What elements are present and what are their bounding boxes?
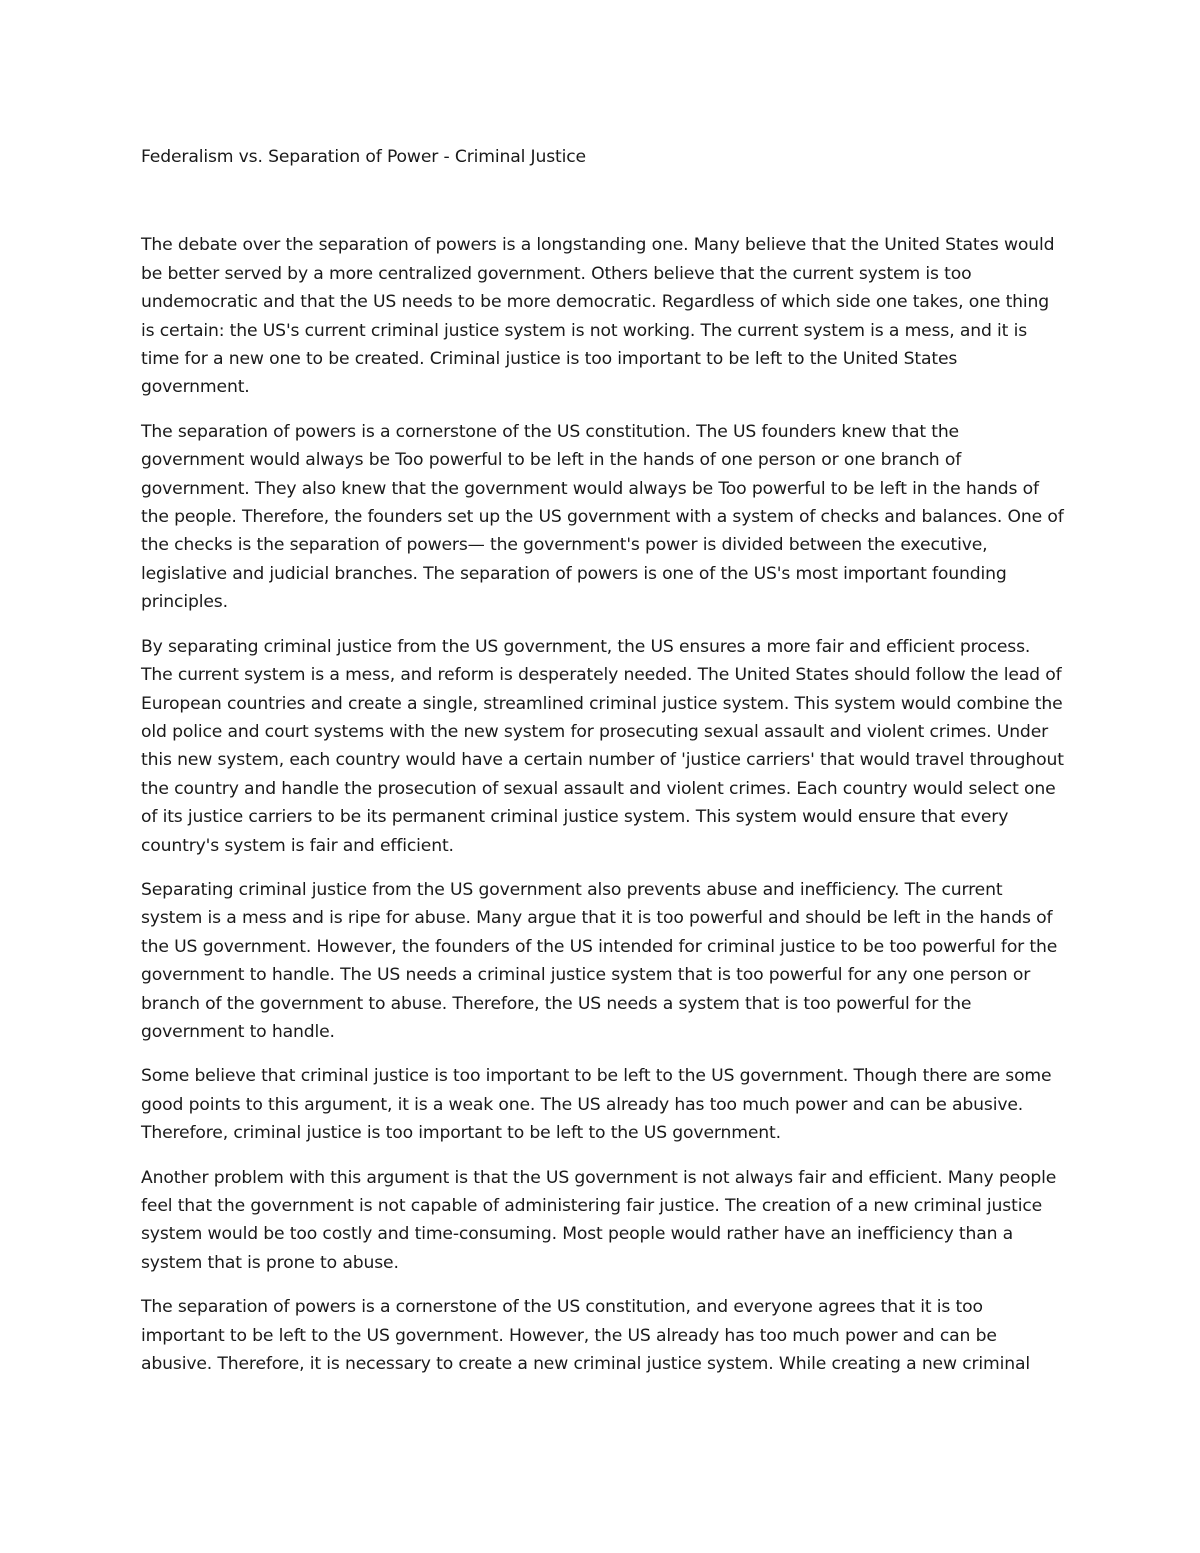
document-title: Federalism vs. Separation of Power - Criminal Justice: [141, 147, 586, 167]
paragraph: By separating criminal justice from the US government, the US ensures a more fair and efficient process. The current system is a mess, and reform is desperately needed. The United States should follow the lead of European countries and create a single, streamlined criminal justice system. This system would combine the old police and court systems with the new system for prosecuting sexual assault and violent crimes. Under this new system, each country would have a certain number of 'justice carriers' that would travel throughout the country and handle the prosecution of sexual assault and violent crimes. Each country would select one of its justice carriers to be its permanent criminal justice system. This system would ensure that every country's system is fair and efficient.: [141, 636, 1064, 856]
paragraph: Separating criminal justice from the US government also prevents abuse and inefficiency. The current system is a mess and is ripe for abuse. Many argue that it is too powerful and should be left in the hands of the US government. However, the founders of the US intended for criminal justice to be too powerful for the government to handle. The US needs a criminal justice system that is too powerful for any one person or branch of the government to abuse. Therefore, the US needs a system that is too powerful for the government to handle.: [141, 879, 1058, 1042]
paragraph: The separation of powers is a cornerstone of the US constitution, and everyone agrees that it is too important to be left to the US government. However, the US already has too much power and can be abusive. Therefore, it is necessary to create a new criminal justice system. While creating a new criminal: [141, 1297, 1031, 1375]
document-body: [141, 143, 1066, 1394]
paragraph: Some believe that criminal justice is too important to be left to the US government. Though there are some good points to this argument, it is a weak one. The US already has too much power and can be abusive. Therefore, criminal justice is too important to be left to the US government.: [141, 1066, 1052, 1144]
paragraph: The debate over the separation of powers is a longstanding one. Many believe that the United States would be better served by a more centralized government. Others believe that the current system is too undemocratic and that the US needs to be more democratic. Regardless of which side one takes, one thing is certain: the US's current criminal justice system is not working. The current system is a mess, and it is time for a new one to be created. Criminal justice is too important to be left to the United States government.: [141, 235, 1055, 398]
paragraph: Another problem with this argument is that the US government is not always fair and efficient. Many people feel that the government is not capable of administering fair justice. The creation of a new criminal justice system would be too costly and time-consuming. Most people would rather have an inefficiency than a system that is prone to abuse.: [141, 1167, 1057, 1273]
paragraph: The separation of powers is a cornerstone of the US constitution. The US founders knew that the government would always be Too powerful to be left in the hands of one person or one branch of government. They also knew that the government would always be Too powerful to be left in the hands of the people. Therefore, the founders set up the US government with a system of checks and balances. One of the checks is the separation of powers— the government's power is divided between the executive, legislative and judicial branches. The separation of powers is one of the US's most important founding principles.: [141, 421, 1064, 613]
